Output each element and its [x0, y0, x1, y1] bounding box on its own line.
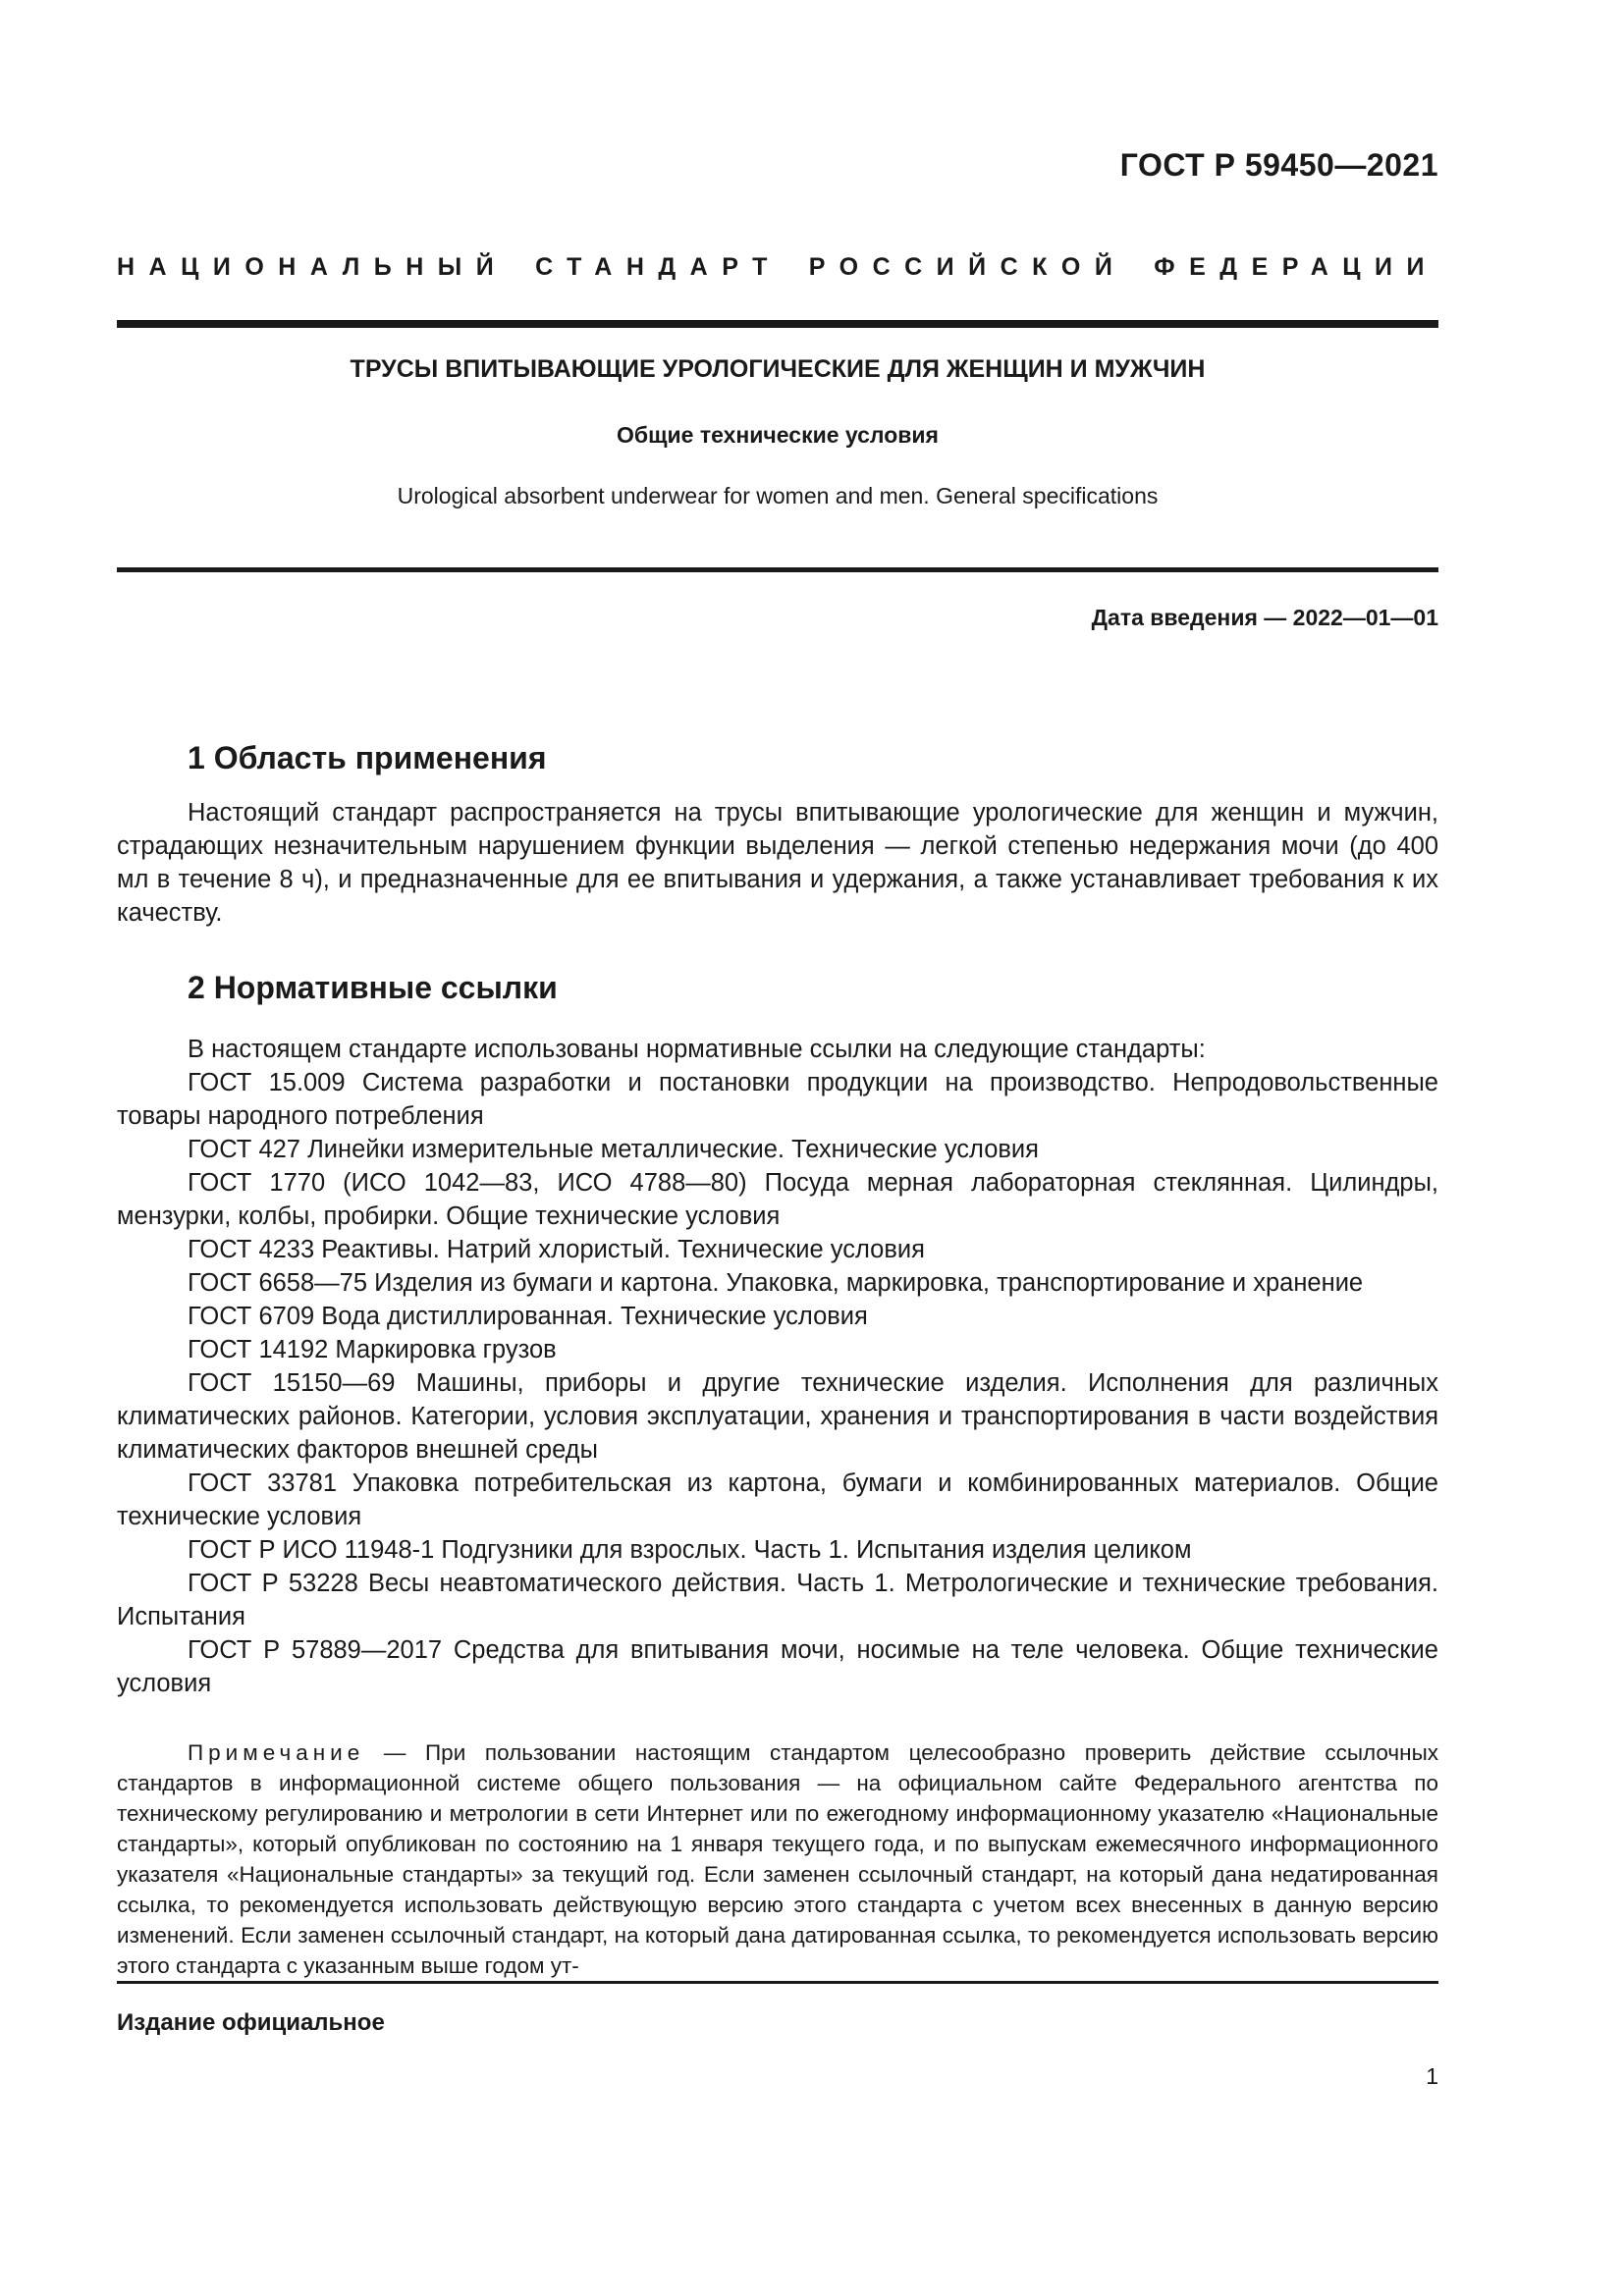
reference-item: ГОСТ 33781 Упаковка потребительская из картона, бумаги и комбинированных материалов. Общие технические условия: [117, 1469, 1438, 1530]
section-1-text: Настоящий стандарт распространяется на трусы впитывающие урологические для женщин и мужчин, страдающих незначительным нарушением функции выделения — легкой степенью недержания мочи (до 400 мл в течение 8 ч), и предназначенные для ее впитывания и удержания, а также устанавливает требования к их качеству.: [117, 799, 1438, 927]
official-edition-label: Издание официальное: [117, 2009, 385, 2036]
section-2-heading: 2 Нормативные ссылки: [188, 970, 558, 1005]
reference-item: ГОСТ 1770 (ИСО 1042—83, ИСО 4788—80) Посуда мерная лабораторная стеклянная. Цилиндры, мензурки, колбы, пробирки. Общие технические условия: [117, 1169, 1438, 1230]
footer-rule: [117, 1981, 1438, 1984]
document-title: ТРУСЫ ВПИТЫВАЮЩИЕ УРОЛОГИЧЕСКИЕ ДЛЯ ЖЕНЩИН И МУЖЧИН: [350, 355, 1206, 383]
header-rule: [117, 320, 1438, 328]
national-standard-banner: НАЦИОНАЛЬНЫЙ СТАНДАРТ РОССИЙСКОЙ ФЕДЕРАЦИИ: [117, 253, 1438, 281]
document-title-english: Urological absorbent underwear for women and men. General specifications: [397, 483, 1159, 508]
page-number: 1: [1426, 2063, 1438, 2089]
reference-item: ГОСТ 6709 Вода дистиллированная. Технические условия: [188, 1303, 868, 1330]
references-note: [117, 1737, 1438, 1981]
reference-item: ГОСТ 4233 Реактивы. Натрий хлористый. Технические условия: [188, 1236, 925, 1263]
reference-item: ГОСТ 15.009 Система разработки и постановки продукции на производство. Непродовольственные товары народного потребления: [117, 1069, 1438, 1130]
normative-references: [117, 1033, 1438, 1700]
reference-item: ГОСТ 427 Линейки измерительные металлические. Технические условия: [188, 1136, 1039, 1163]
document-subtitle: Общие технические условия: [617, 422, 939, 448]
note-label: Примечание: [188, 1740, 365, 1765]
reference-item: ГОСТ Р 53228 Весы неавтоматического действия. Часть 1. Метрологические и технические требования. Испытания: [117, 1570, 1438, 1630]
reference-item: ГОСТ 6658—75 Изделия из бумаги и картона. Упаковка, маркировка, транспортирование и хранение: [188, 1269, 1364, 1297]
title-rule: [117, 567, 1438, 572]
references-intro: В настоящем стандарте использованы нормативные ссылки на следующие стандарты:: [188, 1036, 1206, 1063]
document-page: [117, 0, 1438, 2296]
reference-item: ГОСТ 15150—69 Машины, приборы и другие технические изделия. Исполнения для различных климатических районов. Категории, условия эксплуатации, хранения и транспортирования в части воздействия климатических факторов внешней среды: [117, 1369, 1438, 1464]
note-text: — При пользовании настоящим стандартом целесообразно проверить действие ссылочных стандартов в информационной системе общего пользования — на официальном сайте Федерального агентства по техническому регулированию и метрологии в сети Интернет или по ежегодному информационному указателю «Национальные стандарты», который опубликован по состоянию на 1 января текущего года, и по выпускам ежемесячного информационного указателя «Национальные стандарты» за текущий год. Если заменен ссылочный стандарт, на который дана недатированная ссылка, то рекомендуется использовать действующую версию этого стандарта с учетом всех внесенных в данную версию изменений. Если заменен ссылочный стандарт, на который дана датированная ссылка, то рекомендуется использовать версию этого стандарта с указанным выше годом ут-: [117, 1740, 1438, 1978]
document-number: ГОСТ Р 59450—2021: [1119, 147, 1438, 183]
section-1-heading: 1 Область применения: [188, 740, 547, 775]
reference-item: ГОСТ Р 57889—2017 Средства для впитывания мочи, носимые на теле человека. Общие технические условия: [117, 1636, 1438, 1697]
reference-item: ГОСТ Р ИСО 11948-1 Подгузники для взрослых. Часть 1. Испытания изделия целиком: [188, 1536, 1192, 1564]
reference-item: ГОСТ 14192 Маркировка грузов: [188, 1336, 557, 1363]
introduction-date: Дата введения — 2022—01—01: [1091, 605, 1438, 630]
